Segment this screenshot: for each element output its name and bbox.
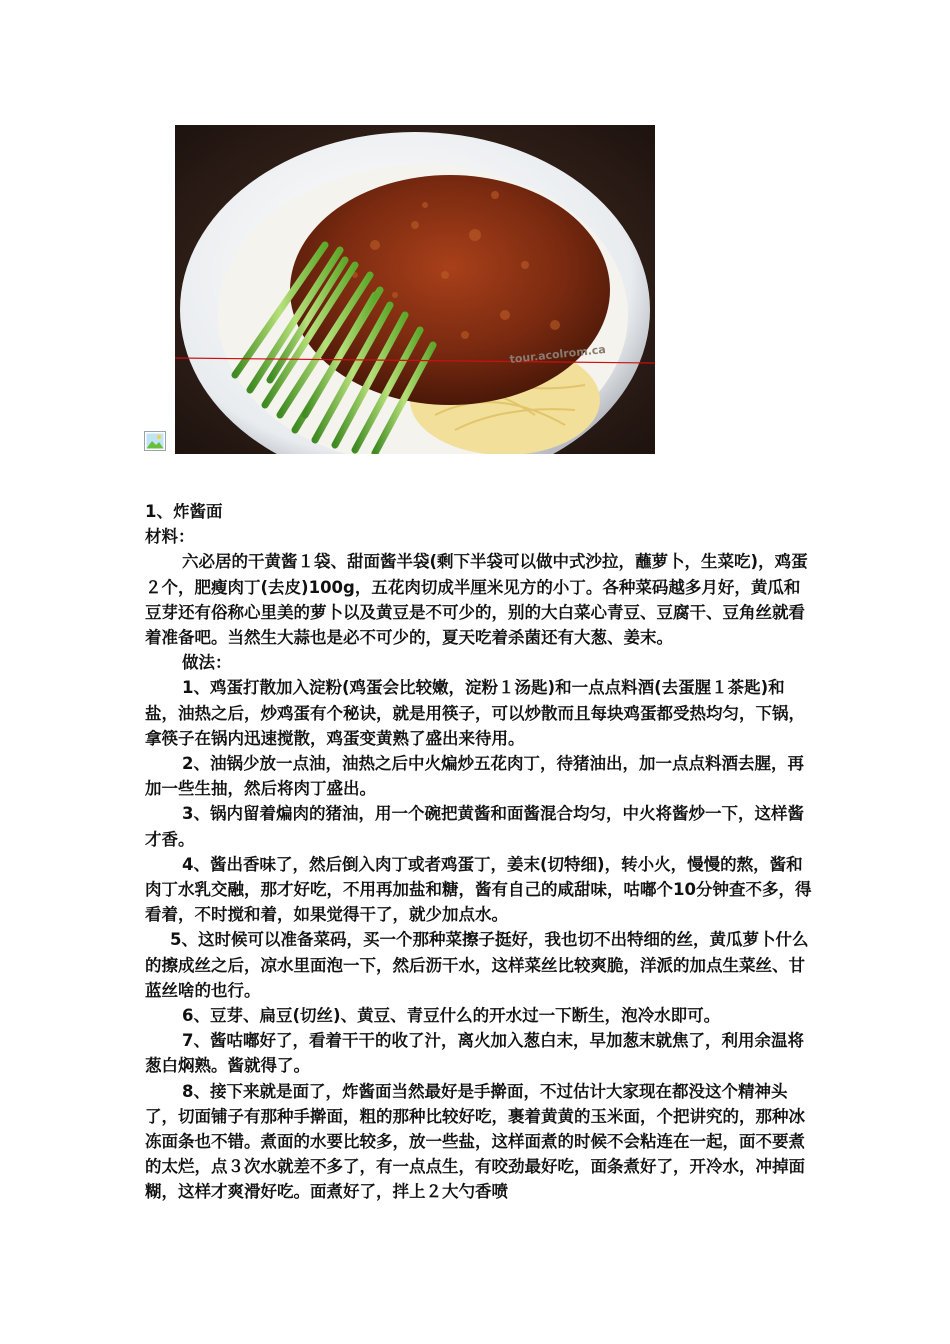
photo-watermark: tour.acolrom.ca	[508, 342, 607, 366]
step-2: 2、油锅少放一点油，油热之后中火煸炒五花肉丁，待猪油出，加一点点料酒去腥，再加一些生抽，然后将肉丁盛出。	[145, 754, 804, 799]
image-placeholder-icon	[144, 431, 166, 451]
method-label: 做法：	[182, 653, 232, 673]
step-5: 5、这时候可以准备菜码，买一个那种菜擦子挺好，我也切不出特细的丝，黄瓜萝卜什么的擦成丝之后，凉水里面泡一下，然后沥干水，这样菜丝比较爽脆，洋派的加点生菜丝、甘蓝丝啥的也行。	[145, 930, 809, 1000]
step-4: 4、酱出香味了，然后倒入肉丁或者鸡蛋丁，姜末(切特细)，转小火，慢慢的熬，酱和肉丁水乳交融，那才好吃，不用再加盐和糖，酱有自己的咸甜味，咕嘟个10分钟查不多，得看着，不时搅和着，如果觉得干了，就少加点水。	[145, 854, 812, 925]
step-8: 8、接下来就是面了，炸酱面当然最好是手擀面，不过估计大家现在都没这个精神头了，切面铺子有那种手擀面，粗的那种比较好吃，裹着黄黄的玉米面，个把讲究的，那种冰冻面条也不错。煮面的水要比较多，放一些盐，这样面煮的时候不会粘连在一起，面不要煮的太烂，点３次水就差不多了，有一点点生，有咬劲最好吃，面条煮好了，开冷水，冲掉面糊，这样才爽滑好吃。面煮好了，拌上２大勺香喷	[145, 1081, 805, 1202]
recipe-title: 1、炸酱面	[145, 502, 223, 521]
step-3: 3、锅内留着煸肉的猪油，用一个碗把黄酱和面酱混合均匀，中火将酱炒一下，这样酱才香。	[145, 804, 804, 849]
step-7: 7、酱咕嘟好了，看着干干的收了汁，离火加入葱白末，早加葱末就焦了，利用余温将葱白焖熟。酱就得了。	[145, 1031, 804, 1076]
materials-label: 材料：	[145, 527, 195, 547]
zhajiangmian-photo	[175, 125, 655, 454]
step-6: 6、豆芽、扁豆(切丝)、黄豆、青豆什么的开水过一下断生，泡冷水即可。	[182, 1006, 721, 1026]
materials-text: 六必居的干黄酱１袋、甜面酱半袋(剩下半袋可以做中式沙拉，蘸萝卜，生菜吃)，鸡蛋２个，肥瘦肉丁(去皮)100g，五花肉切成半厘米见方的小丁。各种菜码越多月好，黄瓜和豆芽还有俗称心里美的萝卜以及黄豆是不可少的，别的大白菜心青豆、豆腐干、豆角丝就看着准备吧。当然生大蒜也是必不可少的，夏天吃着杀菌还有大葱、姜末。	[145, 552, 808, 648]
recipe-article	[145, 499, 815, 1205]
step-1: 1、鸡蛋打散加入淀粉(鸡蛋会比较嫩，淀粉１汤匙)和一点点料酒(去蛋腥１茶匙)和盐，油热之后，炒鸡蛋有个秘诀，就是用筷子，可以炒散而且每块鸡蛋都受热均匀，下锅，拿筷子在锅内迅速搅散，鸡蛋变黄熟了盛出来待用。	[145, 678, 805, 748]
